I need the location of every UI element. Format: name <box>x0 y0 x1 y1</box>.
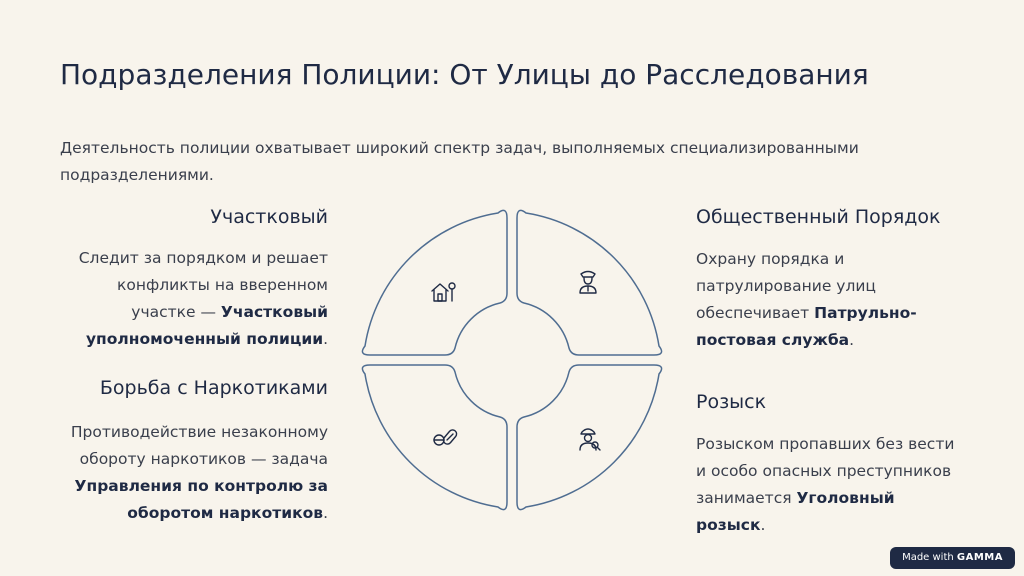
block-public-order <box>696 206 966 354</box>
block-narcotics <box>58 377 328 527</box>
page-title: Подразделения Полиции: От Улицы до Расследования <box>60 58 869 91</box>
block-text-end: . <box>849 331 855 349</box>
block-search <box>696 391 966 539</box>
page-subtitle: Деятельность полиции охватывает широкий спектр задач, выполняемых специализированными подразделениями. <box>60 139 859 184</box>
block-text <box>696 246 966 354</box>
block-text <box>696 431 966 539</box>
ring-diagram <box>350 198 674 522</box>
gamma-logo: GAMMA <box>956 552 1003 563</box>
block-text-end: . <box>760 516 766 534</box>
block-text-plain: Противодействие незаконному обороту наркотиков — задача <box>70 423 328 468</box>
made-with-gamma-badge[interactable] <box>890 547 1015 569</box>
pills-icon <box>434 428 458 445</box>
detective-icon <box>580 429 600 450</box>
block-heading: Общественный Порядок <box>696 206 941 228</box>
block-text-bold: Уголовный розыск <box>696 489 895 534</box>
ring-segment-top-left <box>362 210 507 355</box>
block-text-plain: Следит за порядком и решает конфликты на вверенном участке — <box>78 249 328 321</box>
block-uchastkovy <box>58 206 328 353</box>
police-officer-icon <box>580 272 596 294</box>
block-text-bold: Патрульно-постовая служба <box>696 304 917 349</box>
block-text <box>58 245 328 353</box>
badge-prefix: Made with <box>902 552 954 563</box>
block-text-end: . <box>323 504 328 522</box>
block-text-plain: Охрану порядка и патрулирование улиц обеспечивает <box>696 250 876 322</box>
block-heading: Борьба с Наркотиками <box>99 377 328 399</box>
block-text-bold: Участковый уполномоченный полиции <box>85 303 328 348</box>
block-text-plain: Розыском пропавших без вести и особо опасных преступников занимается <box>696 435 955 507</box>
house-icon <box>432 283 455 301</box>
block-text-bold: Управления по контролю за оборотом наркотиков <box>74 477 328 522</box>
block-text <box>58 419 328 527</box>
block-heading: Участковый <box>210 206 328 228</box>
ring-segment-top-right <box>517 210 662 355</box>
block-heading: Розыск <box>696 391 767 413</box>
block-text-end: . <box>323 330 328 348</box>
ring-segment-bottom-right <box>517 365 662 510</box>
